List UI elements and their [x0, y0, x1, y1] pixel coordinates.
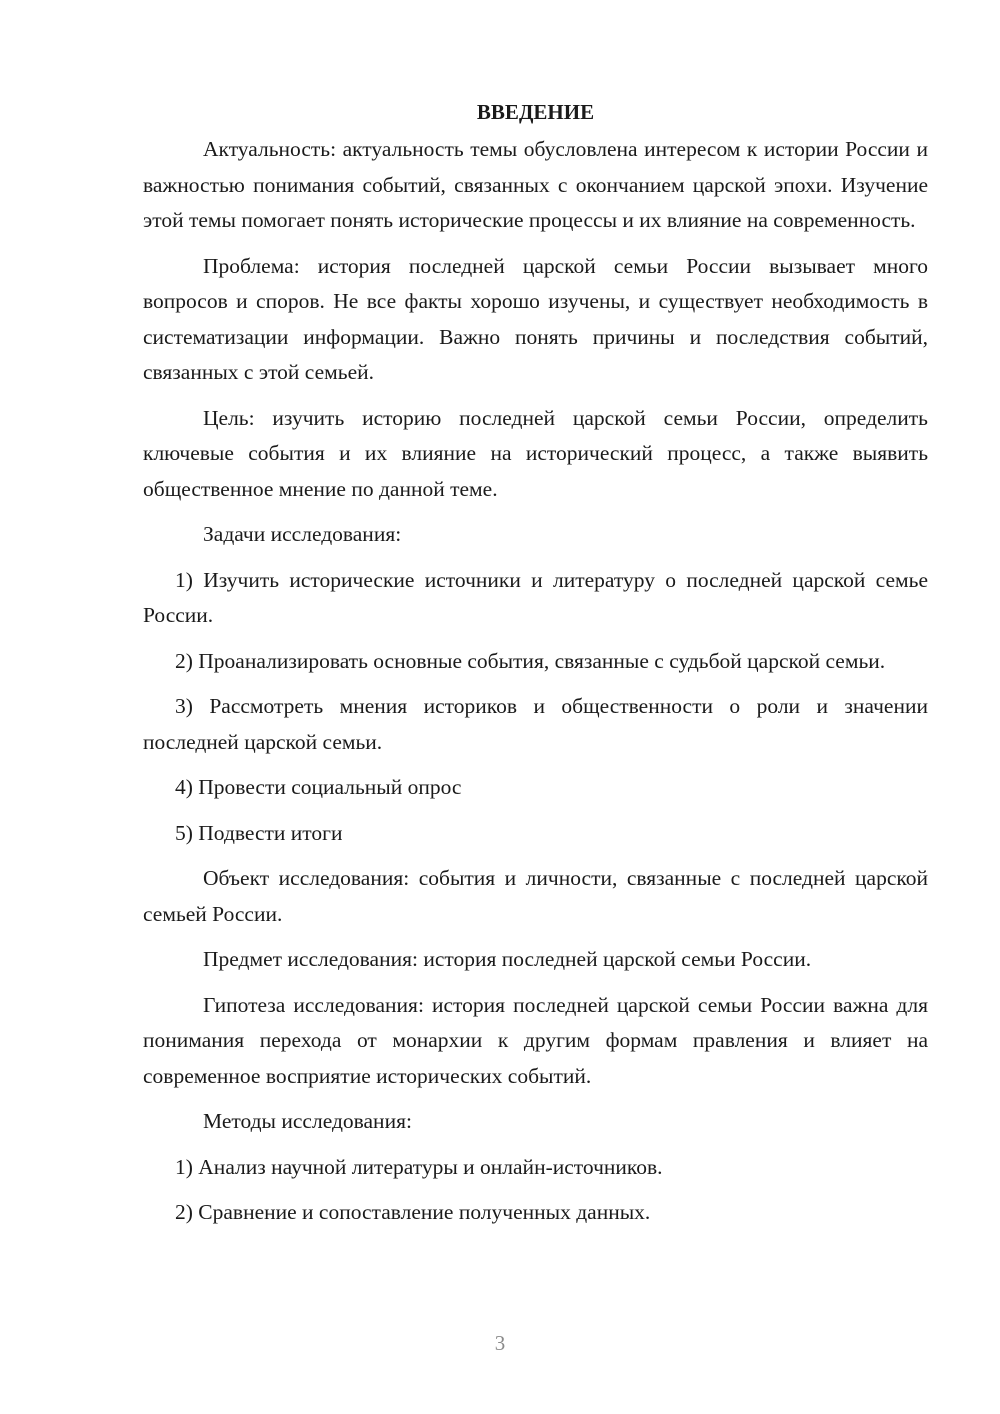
- relevance-paragraph: Актуальность: актуальность темы обусловлена интересом к истории России и важностью понимания событий, связанных с окончанием царской эпохи. Изучение этой темы помогает понять исторические процессы и их влияние на современность.: [143, 137, 928, 232]
- hypothesis-paragraph: Гипотеза исследования: история последней царской семьи России важна для понимания перехода от монархии к другим формам правления и влияет на современное восприятие исторических событий.: [143, 992, 928, 1088]
- problem-paragraph: Проблема: история последней царской семьи России вызывает много вопросов и споров. Не все факты хорошо изучены, и существует необходимость в систематизации информации. Важно понять причины и последствия событий, связанных с этой семьей.: [143, 253, 928, 384]
- task-item-1: 1) Изучить исторические источники и литературу о последней царской семье России.: [143, 567, 928, 627]
- tasks-title: Задачи исследования:: [203, 522, 402, 546]
- method-item-1: 1) Анализ научной литературы и онлайн-источников.: [175, 1154, 663, 1179]
- object-paragraph: Объект исследования: события и личности, связанные с последней царской семьей России.: [143, 866, 928, 926]
- methods-title: Методы исследования:: [203, 1109, 412, 1133]
- section-heading: ВВЕДЕНИЕ: [476, 100, 595, 124]
- task-item-5: 5) Подвести итоги: [175, 820, 343, 845]
- task-item-4: 4) Провести социальный опрос: [175, 775, 462, 799]
- task-item-3: 3) Рассмотреть мнения историков и общественности о роли и значении последней царской семьи.: [143, 694, 928, 754]
- page-number: 3: [494, 1331, 506, 1355]
- document-body: [143, 96, 928, 1241]
- task-item-2: 2) Проанализировать основные события, связанные с судьбой царской семьи.: [175, 648, 886, 673]
- goal-paragraph: Цель: изучить историю последней царской семьи России, определить ключевые события и их влияние на исторический процесс, а также выявить общественное мнение по данной теме.: [143, 405, 928, 501]
- method-item-2: 2) Сравнение и сопоставление полученных данных.: [175, 1200, 651, 1224]
- subject-paragraph: Предмет исследования: история последней царской семьи России.: [203, 947, 812, 971]
